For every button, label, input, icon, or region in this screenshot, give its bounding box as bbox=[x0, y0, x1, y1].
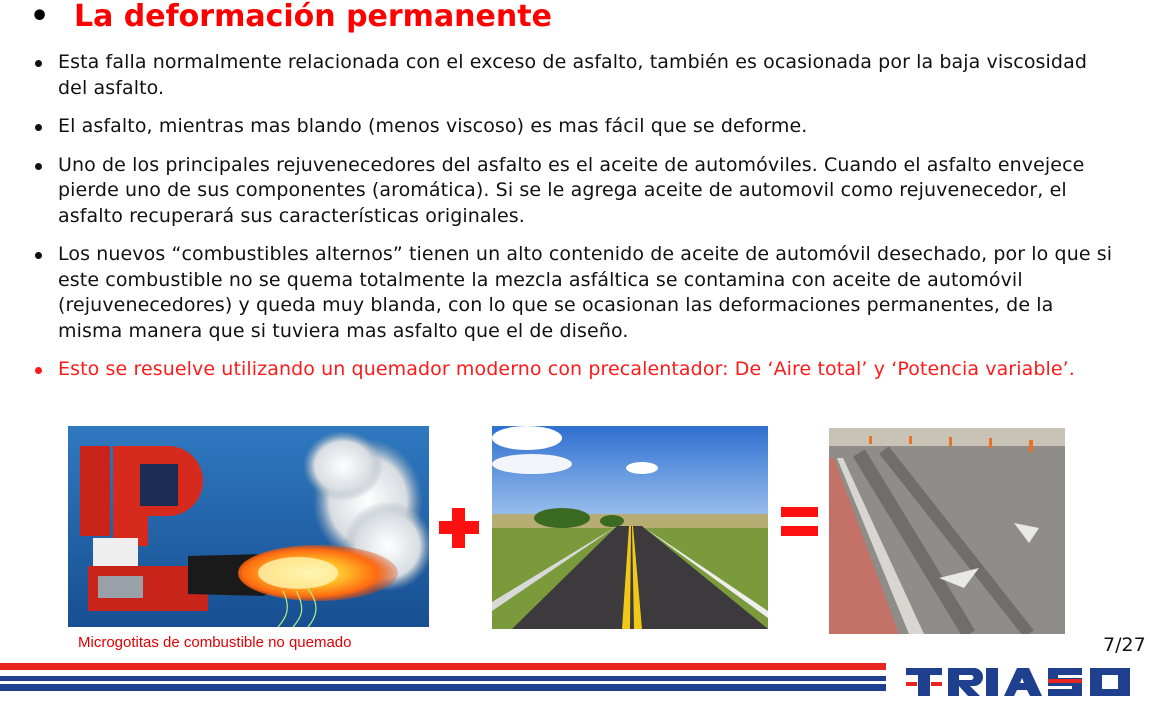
road-image bbox=[492, 426, 768, 629]
bullet-dot bbox=[35, 124, 42, 131]
bullet-text: Los nuevos “combustibles alternos” tienen un alto contenido de aceite de automóvil desechado, por lo que si este combustible no se quema totalmente la mezcla asfáltica se contamina con aceite de automóvil (rejuvenecedores) y queda muy blanda, con lo que se ocasionan las deformaciones permanentes, de la misma manera que si tuviera mas asfalto que el de diseño. bbox=[58, 243, 1113, 342]
bullet-text: El asfalto, mientras mas blando (menos viscoso) es mas fácil que se deforme. bbox=[58, 115, 808, 137]
bullet-dot bbox=[35, 252, 42, 259]
title-bullet: • bbox=[30, 0, 50, 34]
equals-sign-bottom bbox=[781, 526, 818, 536]
slide-title: La deformación permanente bbox=[74, 0, 552, 34]
bullet-item-highlight bbox=[32, 357, 1122, 383]
title-row bbox=[30, 0, 552, 36]
bullet-dot bbox=[35, 163, 42, 170]
bullet-text: Uno de los principales rejuvenecedores del asfalto es el aceite de automóviles. Cuando el asfalto envejece pierde uno de sus componentes (aromática). Si se le agrega aceite de automovil como rejuvenecedor, el asfalto recuperará sus características originales. bbox=[58, 153, 1085, 227]
triaso-logo bbox=[904, 662, 1150, 700]
burner-image bbox=[68, 426, 429, 627]
page-number: 7/27 bbox=[1103, 634, 1146, 656]
triaso-logo-mark bbox=[904, 662, 1150, 700]
bullet-item bbox=[32, 242, 1122, 344]
bullet-text: Esta falla normalmente relacionada con el exceso de asfalto, también es ocasionada por la baja viscosidad del asfalto. bbox=[58, 51, 1087, 99]
road-illustration bbox=[492, 426, 768, 629]
footer-stripe-blue-2 bbox=[0, 684, 886, 691]
bullet-list bbox=[32, 50, 1122, 396]
footer-stripe-red bbox=[0, 663, 886, 670]
bullet-text: Esto se resuelve utilizando un quemador moderno con precalentador: De ‘Aire total’ y ‘Potencia variable’. bbox=[58, 358, 1075, 380]
equals-sign-top bbox=[781, 507, 818, 517]
bullet-item bbox=[32, 114, 1122, 140]
deformed-pavement-illustration bbox=[829, 428, 1065, 634]
deformed-pavement-image bbox=[829, 428, 1065, 634]
bullet-item bbox=[32, 153, 1122, 230]
bullet-dot bbox=[35, 60, 42, 67]
plus-sign-horizontal bbox=[439, 521, 479, 534]
bullet-item bbox=[32, 50, 1122, 101]
footer-stripe-blue bbox=[0, 676, 886, 681]
burner-illustration bbox=[68, 426, 429, 627]
bullet-dot bbox=[35, 367, 42, 374]
image-caption: Microgotitas de combustible no quemado bbox=[78, 634, 352, 651]
